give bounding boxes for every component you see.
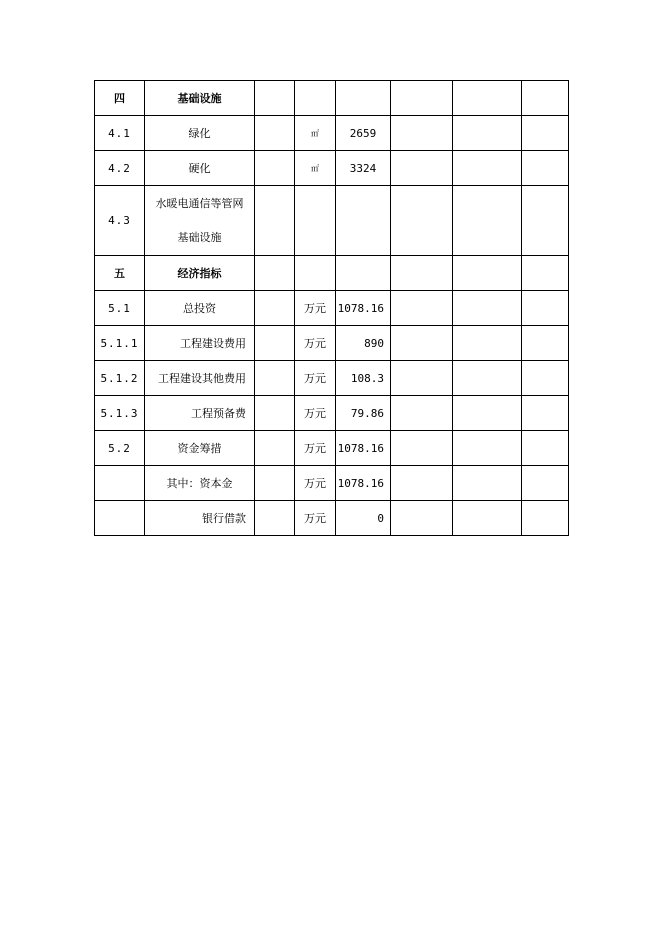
row-name: 总投资 (145, 291, 255, 326)
table-row (95, 256, 569, 291)
row-unit (295, 256, 336, 291)
row-unit: ㎡ (295, 116, 336, 151)
row-unit: 万元 (295, 501, 336, 536)
row-value: 79.86 (336, 396, 391, 431)
row-value: 108.3 (336, 361, 391, 396)
row-unit: 万元 (295, 361, 336, 396)
empty-cell (255, 151, 295, 186)
empty-cell (453, 431, 522, 466)
row-number: 五 (95, 256, 145, 291)
empty-cell (391, 431, 453, 466)
empty-cell (391, 256, 453, 291)
row-number (95, 466, 145, 501)
row-unit: 万元 (295, 466, 336, 501)
table-row (95, 361, 569, 396)
empty-cell (391, 186, 453, 256)
empty-cell (522, 291, 569, 326)
row-name: 资金筹措 (145, 431, 255, 466)
row-name: 其中：资本金 (145, 466, 255, 501)
row-number: 4.3 (95, 186, 145, 256)
table-row (95, 291, 569, 326)
empty-cell (522, 501, 569, 536)
row-unit: ㎡ (295, 151, 336, 186)
row-value: 1078.16 (336, 466, 391, 501)
empty-cell (522, 81, 569, 116)
empty-cell (522, 186, 569, 256)
row-number: 5.1.1 (95, 326, 145, 361)
empty-cell (391, 466, 453, 501)
row-value: 1078.16 (336, 291, 391, 326)
row-unit (295, 186, 336, 256)
empty-cell (255, 116, 295, 151)
table-row (95, 326, 569, 361)
row-unit: 万元 (295, 431, 336, 466)
empty-cell (391, 291, 453, 326)
empty-cell (522, 466, 569, 501)
empty-cell (255, 256, 295, 291)
empty-cell (255, 361, 295, 396)
row-name: 工程预备费 (145, 396, 255, 431)
row-name: 工程建设费用 (145, 326, 255, 361)
empty-cell (453, 81, 522, 116)
empty-cell (391, 326, 453, 361)
table-row (95, 431, 569, 466)
row-name: 基础设施 (145, 81, 255, 116)
empty-cell (255, 186, 295, 256)
empty-cell (453, 116, 522, 151)
row-value (336, 186, 391, 256)
row-unit: 万元 (295, 291, 336, 326)
empty-cell (391, 501, 453, 536)
empty-cell (522, 431, 569, 466)
empty-cell (453, 186, 522, 256)
row-unit (295, 81, 336, 116)
empty-cell (453, 291, 522, 326)
table-row (95, 186, 569, 256)
row-value: 1078.16 (336, 431, 391, 466)
empty-cell (391, 396, 453, 431)
table-row (95, 396, 569, 431)
table-row (95, 151, 569, 186)
empty-cell (453, 501, 522, 536)
empty-cell (255, 81, 295, 116)
row-name: 经济指标 (145, 256, 255, 291)
row-name: 绿化 (145, 116, 255, 151)
row-number: 5.1.3 (95, 396, 145, 431)
empty-cell (522, 396, 569, 431)
row-name: 工程建设其他费用 (145, 361, 255, 396)
empty-cell (255, 501, 295, 536)
row-unit: 万元 (295, 326, 336, 361)
empty-cell (522, 151, 569, 186)
row-name: 银行借款 (145, 501, 255, 536)
row-number: 四 (95, 81, 145, 116)
empty-cell (522, 116, 569, 151)
row-value: 2659 (336, 116, 391, 151)
row-unit: 万元 (295, 396, 336, 431)
row-name-line: 水暖电通信等管网 (155, 196, 244, 210)
row-number: 4.1 (95, 116, 145, 151)
row-value: 0 (336, 501, 391, 536)
table-row (95, 501, 569, 536)
row-value: 3324 (336, 151, 391, 186)
empty-cell (453, 396, 522, 431)
row-name-line: 基础设施 (177, 230, 222, 244)
empty-cell (255, 291, 295, 326)
row-name: 硬化 (145, 151, 255, 186)
row-number: 5.2 (95, 431, 145, 466)
empty-cell (522, 256, 569, 291)
row-number: 5.1 (95, 291, 145, 326)
empty-cell (453, 361, 522, 396)
empty-cell (453, 466, 522, 501)
empty-cell (391, 361, 453, 396)
empty-cell (255, 396, 295, 431)
row-value (336, 256, 391, 291)
row-value: 890 (336, 326, 391, 361)
row-value (336, 81, 391, 116)
empty-cell (522, 361, 569, 396)
table-row (95, 116, 569, 151)
table-row (95, 81, 569, 116)
empty-cell (453, 326, 522, 361)
empty-cell (391, 81, 453, 116)
empty-cell (522, 326, 569, 361)
row-number (95, 501, 145, 536)
empty-cell (453, 151, 522, 186)
empty-cell (255, 431, 295, 466)
indicator-table (94, 80, 569, 536)
row-name (145, 186, 255, 256)
row-number: 5.1.2 (95, 361, 145, 396)
empty-cell (255, 326, 295, 361)
empty-cell (255, 466, 295, 501)
row-number: 4.2 (95, 151, 145, 186)
table-row (95, 466, 569, 501)
empty-cell (391, 116, 453, 151)
empty-cell (453, 256, 522, 291)
empty-cell (391, 151, 453, 186)
